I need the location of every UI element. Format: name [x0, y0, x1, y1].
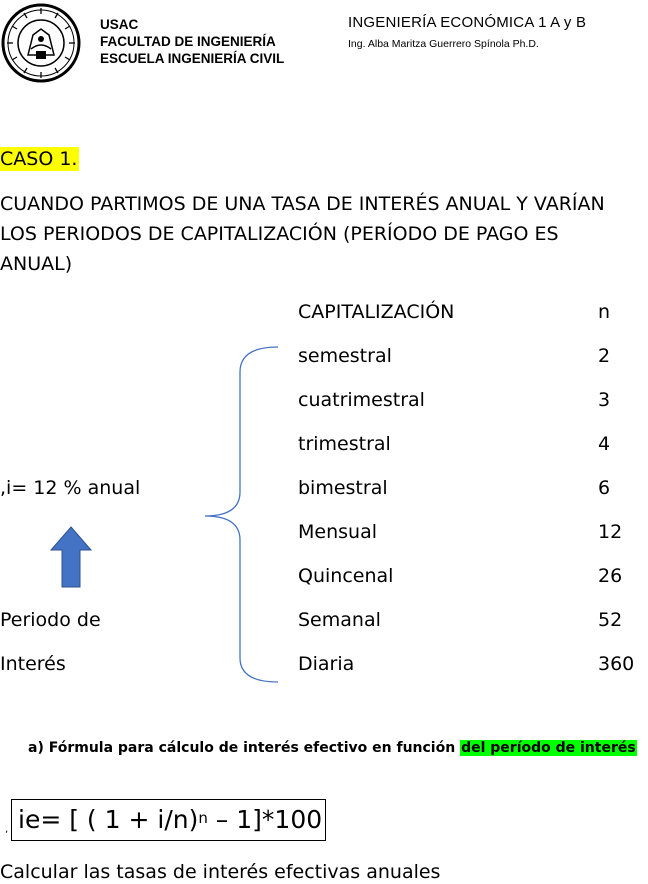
- table-row-name: bimestral: [298, 477, 388, 499]
- table-row-n: 52: [598, 609, 623, 631]
- table-row-n: 12: [598, 521, 623, 543]
- table-row-n: 3: [598, 389, 611, 411]
- table-row-name: Quincenal: [298, 565, 394, 587]
- table-row-n: 6: [598, 477, 611, 499]
- header-course-title: INGENIERÍA ECONÓMICA 1 A y B: [348, 14, 587, 31]
- table-header-n: n: [598, 301, 611, 323]
- formula-caption-highlight: del período de interés: [461, 740, 636, 756]
- formula-expression-right: – 1]*100: [207, 805, 323, 834]
- table-row-n: 4: [598, 433, 611, 455]
- usac-seal-logo: [1, 1, 81, 85]
- table-row-n: 26: [598, 565, 623, 587]
- table-row-n: 360: [598, 653, 635, 675]
- heading-line-1: CUANDO PARTIMOS DE UNA TASA DE INTERÉS ANUAL Y VARÍAN: [0, 193, 605, 215]
- instruction-text: Calcular las tasas de interés efectivas anuales: [0, 861, 441, 883]
- heading-line-3: ANUAL): [0, 253, 73, 275]
- table-row-name: Diaria: [298, 653, 355, 675]
- case-label: CASO 1.: [0, 148, 78, 170]
- curly-brace-icon: [200, 344, 280, 686]
- table-header-capitalizacion: CAPITALIZACIÓN: [298, 301, 455, 323]
- header-school: ESCUELA INGENIERÍA CIVIL: [100, 51, 285, 66]
- header-university: USAC: [100, 17, 139, 32]
- up-arrow-icon: [50, 526, 92, 588]
- case-heading: [0, 189, 648, 279]
- table-row-name: cuatrimestral: [298, 389, 425, 411]
- header-faculty: FACULTAD DE INGENIERÍA: [100, 34, 276, 49]
- formula-caption-main: a) Fórmula para cálculo de interés efectivo en función: [28, 740, 456, 756]
- header-author: Ing. Alba Maritza Guerrero Spínola Ph.D.: [348, 38, 539, 50]
- table-row-name: Mensual: [298, 521, 377, 543]
- table-row-name: trimestral: [298, 433, 391, 455]
- period-label-line-1: Periodo de: [0, 609, 101, 631]
- period-label-line-2: Interés: [0, 653, 66, 675]
- formula-caption: [28, 737, 637, 759]
- formula-expression: [18, 805, 322, 835]
- table-row-name: semestral: [298, 345, 392, 367]
- formula-exponent: n: [198, 809, 208, 827]
- formula-mark: ,: [5, 824, 9, 835]
- table-row-n: 2: [598, 345, 611, 367]
- interest-rate-label: ,i= 12 % anual: [0, 477, 141, 499]
- table-row-name: Semanal: [298, 609, 381, 631]
- heading-line-2: LOS PERIODOS DE CAPITALIZACIÓN (PERÍODO DE PAGO ES: [0, 223, 559, 245]
- formula-expression-left: ie= [ ( 1 + i/n): [18, 805, 199, 834]
